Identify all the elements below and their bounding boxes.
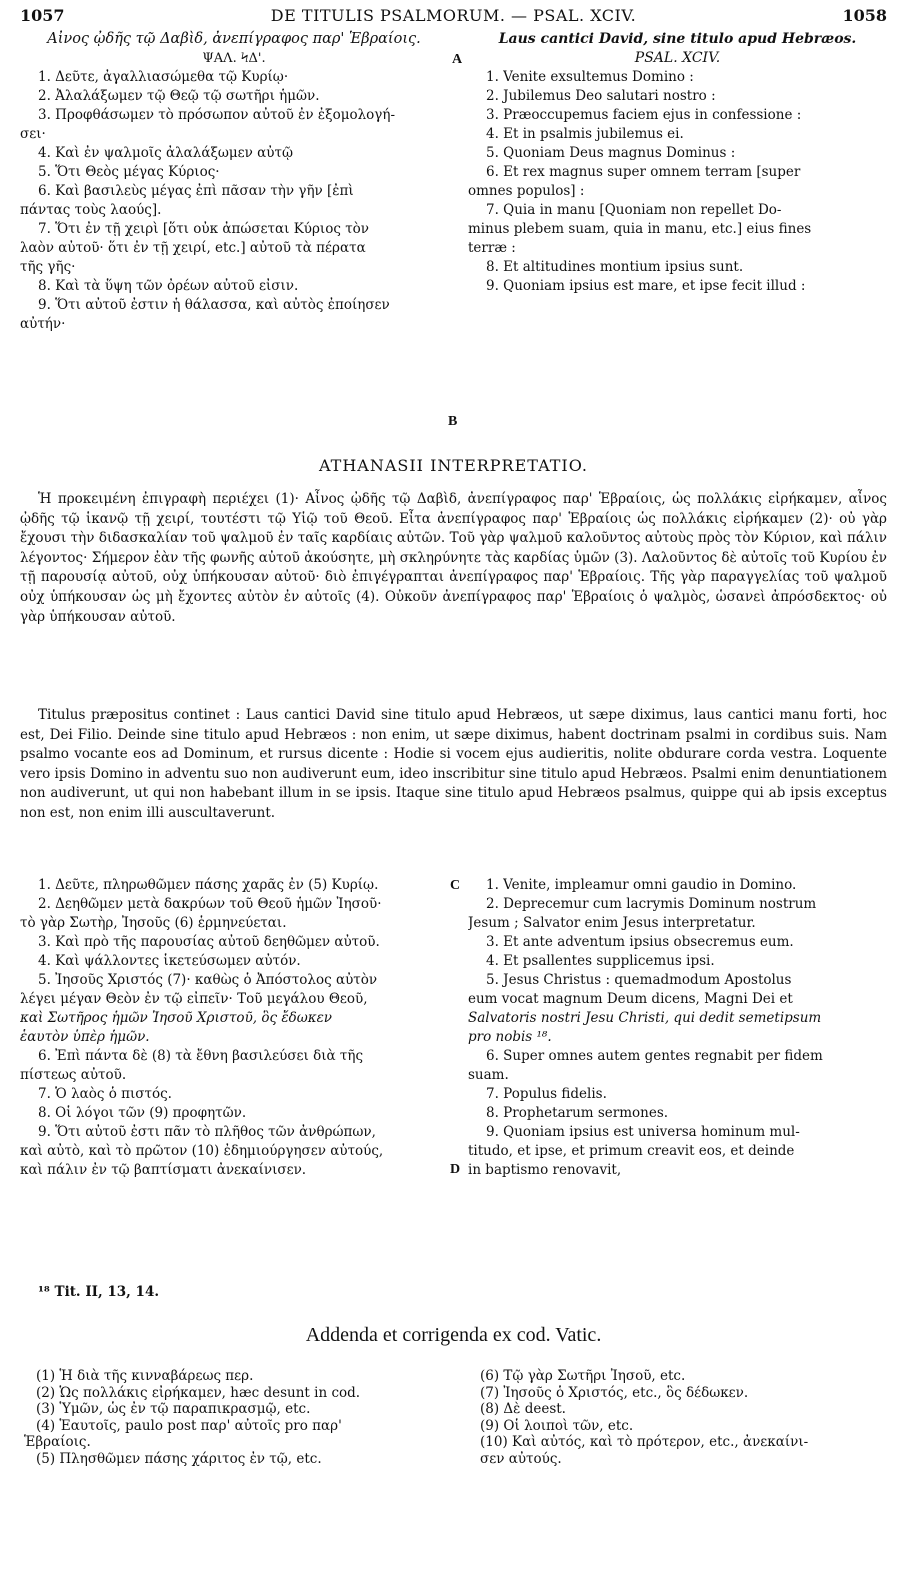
addenda-item: (2) Ὡς πολλάκις εἰρήκαμεν, hæc desunt in cod. <box>36 1384 361 1401</box>
greek-verse: 1. Δεῦτε, ἀγαλλιασώμεθα τῷ Κυρίῳ· <box>38 69 289 85</box>
psalm-text <box>20 30 887 440</box>
latin-interp-line: Salvatoris nostri Jesu Christi, qui dedit semetipsum <box>468 1010 822 1026</box>
greek-verse: τῆς γῆς· <box>20 259 76 275</box>
addenda-item: σεν αὐτούς. <box>480 1450 562 1467</box>
latin-interp-line: 5. Jesus Christus : quemadmodum Apostolus <box>486 972 792 988</box>
greek-verse: 9. Ὅτι αὐτοῦ ἐστιν ἡ θάλασσα, καὶ αὐτὸς ἐποίησεν <box>38 297 390 313</box>
margin-letter-b: B <box>448 414 458 429</box>
page-number-left: 1057 <box>20 6 65 25</box>
margin-letter-c: C <box>450 878 461 893</box>
greek-verse: λαὸν αὐτοῦ· ὅτι ἐν τῇ χειρί, etc.] αὐτοῦ τὰ πέρατα <box>20 240 366 256</box>
greek-verse: 5. Ὅτι Θεὸς μέγας Κύριος· <box>38 164 220 180</box>
latin-interp-line: 6. Super omnes autem gentes regnabit per fidem <box>486 1048 823 1064</box>
greek-verse: 6. Καὶ βασιλεὺς μέγας ἐπὶ πᾶσαν τὴν γῆν [ἐπὶ <box>38 183 354 199</box>
latin-interpretation-column <box>468 876 887 1180</box>
greek-interp-line: 1. Δεῦτε, πληρωθῶμεν πάσης χαρᾶς ἐν (5) Κυρίῳ. <box>38 877 379 893</box>
running-header <box>20 6 887 32</box>
greek-verse: πάντας τοὺς λαούς]. <box>20 202 162 218</box>
greek-interp-line: καὶ Σωτῆρος ἡμῶν Ἰησοῦ Χριστοῦ, ὃς ἔδωκεν <box>20 1010 333 1026</box>
addenda-item: (7) Ἰησοῦς ὁ Χριστός, etc., ὃς δέδωκεν. <box>480 1384 749 1401</box>
greek-interp-line: τὸ γὰρ Σωτὴρ, Ἰησοῦς (6) ἑρμηνεύεται. <box>20 915 287 931</box>
latin-verse: terræ : <box>468 240 516 256</box>
addenda-item: (6) Τῷ γὰρ Σωτῆρι Ἰησοῦ, etc. <box>480 1368 686 1384</box>
greek-interp-line: πίστεως αὐτοῦ. <box>20 1067 127 1083</box>
latin-interp-line: 7. Populus fidelis. <box>486 1086 607 1102</box>
latin-verse: 9. Quoniam ipsius est mare, et ipse fecit illud : <box>486 278 806 294</box>
latin-interp-line: 3. Et ante adventum ipsius obsecremus eum. <box>486 934 794 950</box>
addenda-item: (5) Πλησθῶμεν πάσης χάριτος ἐν τῷ, etc. <box>36 1450 322 1467</box>
greek-interpretation-column <box>20 876 448 1180</box>
addenda-heading: Addenda et corrigenda ex cod. Vatic. <box>305 1324 602 1346</box>
latin-interp-line: eum vocat magnum Deum dicens, Magni Dei et <box>468 991 793 1007</box>
latin-verse: omnes populos] : <box>468 183 585 199</box>
addenda-item: (3) Ὑμῶν, ὡς ἐν τῷ παραπικρασμῷ, etc. <box>36 1401 311 1417</box>
greek-verse: 2. Ἀλαλάξωμεν τῷ Θεῷ τῷ σωτῆρι ἡμῶν. <box>38 88 320 104</box>
greek-verse: 3. Προφθάσωμεν τὸ πρόσωπον αὐτοῦ ἐν ἐξομολογή- <box>38 107 396 123</box>
addenda-item: (9) Οἱ λοιποὶ τῶν, etc. <box>480 1417 634 1434</box>
interpretation-verses <box>20 876 887 1276</box>
greek-interp-line: καὶ πάλιν ἐν τῷ βαπτίσματι ἀνεκαίνισεν. <box>20 1162 307 1178</box>
latin-verse: 7. Quia in manu [Quoniam non repellet Do- <box>486 202 782 218</box>
margin-letter-a: A <box>452 52 463 67</box>
addenda-item: Ἑβραίοις. <box>24 1434 91 1450</box>
greek-interp-line: 6. Ἐπὶ πάντα δὲ (8) τὰ ἔθνη βασιλεύσει διὰ τῆς <box>38 1048 364 1064</box>
greek-commentary: Ἡ προκειμένη ἐπιγραφὴ περιέχει (1)· Αἶνος ᾠδῆς τῷ Δαβὶδ, ἀνεπίγραφος παρ' Ἑβραίοις, ὡς πολλάκις εἰρήκαμεν, αἶνος ᾠδῆς τῷ ἱκανῷ τῇ χειρί, τουτέστι τῷ Υἱῷ τοῦ Θεοῦ. Εἶτα ἀνεπίγραφος παρ' Ἑβραίοις ὡς πολλάκις εἰρήκαμεν (2)· οὐ γὰρ ἔχουσι τὴν διδασκαλίαν τοῦ ψαλμοῦ ἐν ταῖς καρδίαις αὐτῶν. Τοῦ γὰρ ψαλμοῦ καλοῦντος αὐτοὺς πρὸς τὸν Κύριον, καὶ πάλιν λέγοντος· Σήμερον ἐὰν τῆς φωνῆς αὐτοῦ ἀκούσητε, μὴ σκληρύνητε τὰς καρδίας ὑμῶν (3). Λαλοῦντος δὲ αὐτοῖς τοῦ Κυρίου ἐν τῇ παρουσίᾳ αὐτοῦ, οὐχ ὑπήκουσαν αὐτοῦ· διὸ ἐπιγέγραπται ἀνεπίγραφος παρ' Ἑβραίοις. Τῆς γὰρ παραγγελίας τοῦ ψαλμοῦ οὐχ ὑπήκουσαν ὡς μὴ ἔχοντες αὐτὸν ἐν αὐτοῖς (4). Οὐκοῦν ἀνεπίγραφος παρ' Ἑβραίοις ὁ ψαλμὸς, ὡσανεὶ ἀπρόσδεκτος· οὐ γὰρ ὑπήκουσαν αὐτοῦ. <box>20 491 887 625</box>
greek-interp-line: 2. Δεηθῶμεν μετὰ δακρύων τοῦ Θεοῦ ἡμῶν Ἰησοῦ· <box>38 896 382 912</box>
footnote: ¹⁸ Tit. II, 13, 14. <box>38 1284 160 1300</box>
greek-verse: 4. Καὶ ἐν ψαλμοῖς ἀλαλάξωμεν αὐτῷ <box>38 145 293 161</box>
running-title: DE TITULIS PSALMORUM. — PSAL. XCIV. <box>270 6 637 25</box>
greek-psalm-column <box>20 30 448 334</box>
latin-interp-line: titudo, et ipse, et primum creavit eos, et deinde <box>468 1143 795 1159</box>
latin-psalm-title: Laus cantici David, sine titulo apud Hebræos. <box>498 31 857 47</box>
latin-interp-line: in baptismo renovavit, <box>468 1162 622 1178</box>
latin-verse: 4. Et in psalmis jubilemus ei. <box>486 126 684 142</box>
greek-psalm-number: ΨΑΛ. ϞΔ'. <box>202 51 266 66</box>
latin-interp-line: 1. Venite, impleamur omni gaudio in Domino. <box>486 877 797 893</box>
addenda-item: (8) Δὲ deest. <box>480 1401 566 1417</box>
latin-verse: 1. Venite exsultemus Domino : <box>486 69 694 85</box>
latin-psalm-number: PSAL. XCIV. <box>634 50 721 66</box>
margin-letter-d: D <box>450 1162 461 1177</box>
greek-psalm-title: Αἶνος ᾠδῆς τῷ Δαβὶδ, ἀνεπίγραφος παρ' Ἑβραίοις. <box>47 31 421 47</box>
greek-interp-line: 3. Καὶ πρὸ τῆς παρουσίας αὐτοῦ δεηθῶμεν αὐτοῦ. <box>38 934 380 950</box>
latin-verse: 6. Et rex magnus super omnem terram [super <box>486 164 801 180</box>
latin-commentary: Titulus præpositus continet : Laus cantici David sine titulo apud Hebræos, ut sæpe diximus, laus cantici manu forti, hoc est, Dei Filio. Deinde sine titulo apud Hebræos : non enim, ut sæpe diximus, habent doctrinam psalmi in cordibus suis. Nam psalmo vocante eos ad Dominum, et rursus dicente : Hodie si vocem ejus audieritis, nolite obdurare corda vestra. Loquente vero ipsis Domino in adventu suo non audiverunt eum, ideo inscribitur sine titulo apud Hebræos. Psalmi enim denuntiationem non audiverunt, ut qui non habebant illum in se ipsis. Itaque sine titulo apud Hebræos psalmus, quippe qui ab ipsis exceptus non est, non enim illi auscultaverunt. <box>20 707 887 821</box>
latin-verse: 2. Jubilemus Deo salutari nostro : <box>486 88 716 104</box>
addenda-right-column <box>480 1368 885 1467</box>
addenda-item: (1) Ἡ διὰ τῆς κινναβάρεως περ. <box>36 1368 254 1384</box>
section-heading: ATHANASII INTERPRETATIO. <box>318 456 589 475</box>
latin-verse: 5. Quoniam Deus magnus Dominus : <box>486 145 736 161</box>
greek-interp-line: καὶ αὐτὸ, καὶ τὸ πρῶτον (10) ἐδημιούργησεν αὐτούς, <box>20 1143 384 1159</box>
page-number-right: 1058 <box>842 6 887 25</box>
greek-interp-line: 4. Καὶ ψάλλοντες ἱκετεύσωμεν αὐτόν. <box>38 953 301 969</box>
greek-interp-line: 7. Ὁ λαὸς ὁ πιστός. <box>38 1086 172 1102</box>
latin-interp-line: 2. Deprecemur cum lacrymis Dominum nostrum <box>486 896 817 912</box>
latin-interp-line: 4. Et psallentes supplicemus ipsi. <box>486 953 715 969</box>
latin-interp-line: suam. <box>468 1067 509 1083</box>
addenda-left-column <box>24 1368 456 1467</box>
latin-verse: minus plebem suam, quia in manu, etc.] eius fines <box>468 221 812 237</box>
latin-interp-line: Jesum ; Salvator enim Jesus interpretatur. <box>468 915 756 931</box>
addenda-item: (4) Ἑαυτοῖς, paulo post παρ' αὐτοῖς pro παρ' <box>36 1417 342 1434</box>
greek-interp-line: λέγει μέγαν Θεὸν ἐν τῷ εἰπεῖν· Τοῦ μεγάλου Θεοῦ, <box>20 991 368 1007</box>
greek-verse: 8. Καὶ τὰ ὕψη τῶν ὀρέων αὐτοῦ εἰσιν. <box>38 278 299 294</box>
latin-interp-line: 8. Prophetarum sermones. <box>486 1105 669 1121</box>
latin-interp-line: pro nobis ¹⁸. <box>468 1029 552 1045</box>
latin-verse: 3. Præoccupemus faciem ejus in confessione : <box>486 107 802 123</box>
latin-verse: 8. Et altitudines montium ipsius sunt. <box>486 259 744 275</box>
latin-interp-line: 9. Quoniam ipsius est universa hominum mul- <box>486 1124 800 1140</box>
greek-interp-line: 9. Ὅτι αὐτοῦ ἐστι πᾶν τὸ πλῆθος τῶν ἀνθρώπων, <box>38 1124 376 1140</box>
greek-interp-line: 5. Ἰησοῦς Χριστός (7)· καθὼς ὁ Ἀπόστολος αὐτὸν <box>38 972 378 988</box>
latin-psalm-column <box>468 30 887 296</box>
greek-verse: 7. Ὅτι ἐν τῇ χειρὶ [ὅτι οὐκ ἀπώσεται Κύριος τὸν <box>38 221 370 237</box>
greek-verse: αὐτήν· <box>20 316 66 332</box>
greek-interp-line: ἑαυτὸν ὑπὲρ ἡμῶν. <box>20 1029 150 1045</box>
greek-verse: σει· <box>20 126 46 142</box>
greek-interp-line: 8. Οἱ λόγοι τῶν (9) προφητῶν. <box>38 1105 247 1121</box>
addenda-item: (10) Καὶ αὐτός, καὶ τὸ πρότερον, etc., ἀνεκαίνι- <box>480 1434 809 1450</box>
